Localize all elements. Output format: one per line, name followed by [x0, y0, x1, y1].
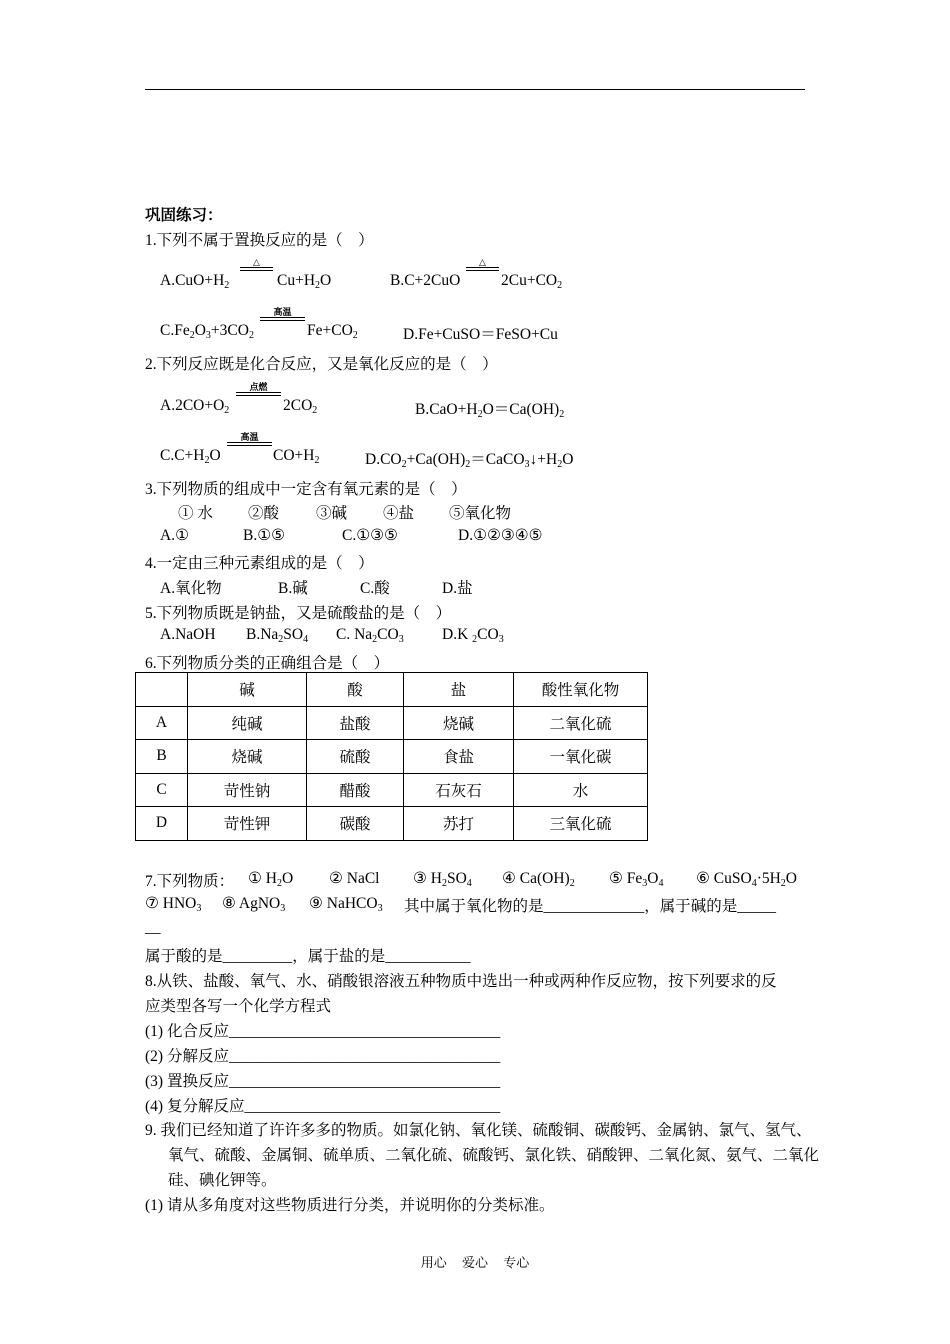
table-cell: 苛性钾 [188, 807, 307, 841]
q1-option-c-lhs: $C.Fe_2O_3+3CO_2$ [160, 322, 254, 341]
table-header-cell: 酸性氧化物 [514, 673, 648, 707]
q2-a-condition: 点燃 [236, 382, 281, 396]
q7-item: ⑧ AgNO$_3$ [222, 895, 286, 914]
classification-table [135, 672, 648, 841]
q1-c-condition: 高温 [260, 307, 305, 321]
q7-item: ⑥ $CuSO_4\cdot 5H_2O$ [696, 870, 797, 889]
q5-option-b: $B.Na_2SO_4$ [246, 626, 309, 645]
q2-option-a-lhs: $A.2CO+O_2$ [160, 397, 230, 416]
q3-item: ① 水 [178, 505, 213, 522]
q1-option-a-rhs: $Cu+H_2O$ [277, 272, 332, 291]
q3-option: A.① [160, 527, 189, 544]
footer-text: 用心 [420, 1255, 447, 1270]
q7-item: ① $H_2O$ [248, 870, 294, 889]
footer-text: 专心 [503, 1255, 530, 1270]
q3-item: ④盐 [383, 505, 415, 522]
table-row [136, 740, 648, 774]
q7-blank-text: 其中属于氧化物的是_____________，属于碱的是_____ [404, 898, 777, 915]
table-row [136, 773, 648, 807]
q7-blank-text: 属于酸的是_________，属于盐的是___________ [145, 948, 471, 965]
table-row [136, 807, 648, 841]
q8-stem: 应类型各写一个化学方程式 [145, 998, 332, 1015]
q2-option-c-lhs: $C.C+H_2O$ [160, 447, 221, 466]
q7-item: ⑦ $HNO_3$ [145, 895, 202, 914]
q3-item: ②酸 [248, 505, 280, 522]
table-cell: 盐酸 [307, 706, 404, 740]
q7-blank-continuation: __ [145, 919, 161, 936]
table-cell: B [136, 740, 188, 774]
q1-b-condition: △ [466, 257, 499, 271]
q8-item: (2) 分解反应___________________________________ [145, 1048, 501, 1065]
q5-stem: 5.下列物质既是钠盐，又是硫酸盐的是（ ） [145, 605, 452, 622]
q9-stem: 硅、碘化钾等。 [168, 1172, 277, 1189]
q9-subquestion: (1) 请从多角度对这些物质进行分类，并说明你的分类标准。 [145, 1197, 555, 1214]
page-footer [0, 1252, 950, 1271]
q8-item: (4) 复分解反应_________________________________ [145, 1098, 501, 1115]
table-header-cell: 酸 [307, 673, 404, 707]
q5-option-a: A.NaOH [160, 626, 216, 643]
table-cell: 二氧化硫 [514, 706, 648, 740]
table-cell: 硫酸 [307, 740, 404, 774]
q3-stem: 3.下列物质的组成中一定含有氧元素的是（ ） [145, 481, 467, 498]
q1-stem: 1.下列不属于置换反应的是（ ） [145, 232, 374, 249]
table-header-cell [136, 673, 188, 707]
q1-option-a-lhs: $A.CuO+H_2$ [160, 272, 230, 291]
q2-option-c-rhs: $CO+H_2$ [273, 447, 320, 466]
q8-item: (1) 化合反应___________________________________ [145, 1023, 501, 1040]
q3-item: ⑤氧化物 [449, 505, 512, 522]
q2-option-a-rhs: $2CO_2$ [283, 397, 318, 416]
q3-option: C.①③⑤ [342, 527, 398, 544]
table-cell: 碳酸 [307, 807, 404, 841]
section-title: 巩固练习： [145, 207, 223, 224]
q7-item: ② NaCl [329, 870, 380, 887]
q5-option-d: D.K $_2CO_3$ [442, 626, 504, 645]
table-cell: 烧碱 [188, 740, 307, 774]
q5-option-c: C. $Na_2CO_3$ [336, 626, 404, 645]
q1-option-d: D.Fe+CuSO＝FeSO+Cu [403, 326, 558, 343]
q2-stem: 2.下列反应既是化合反应，又是氧化反应的是（ ） [145, 356, 498, 373]
table-cell: D [136, 807, 188, 841]
header-rule [145, 89, 805, 90]
table-header-row [136, 673, 648, 707]
table-cell: 三氧化硫 [514, 807, 648, 841]
q1-option-b-rhs: $2Cu+CO_2$ [501, 272, 563, 291]
q4-stem: 4.一定由三种元素组成的是（ ） [145, 555, 374, 572]
table-cell: C [136, 773, 188, 807]
q1-a-condition: △ [240, 257, 273, 271]
q4-option: D.盐 [442, 580, 473, 597]
table-cell: 食盐 [404, 740, 514, 774]
q2-option-d: $D.CO_2+Ca(OH)_2=CaCO_3↓+H_2O$ [365, 451, 574, 470]
table-cell: 醋酸 [307, 773, 404, 807]
table-header-cell: 碱 [188, 673, 307, 707]
table-cell: A [136, 706, 188, 740]
q8-stem: 8.从铁、盐酸、氧气、水、硝酸银溶液五种物质中选出一种或两种作反应物，按下列要求的反 [145, 973, 777, 990]
q1-option-c-rhs: $Fe+CO_2$ [307, 322, 358, 341]
q1-option-b-lhs: B.C+2CuO [390, 272, 461, 289]
q9-stem: 9. 我们已经知道了许许多多的物质。如氯化钠、氧化镁、硫酸铜、碳酸钙、金属钠、氯气、氢气、 [145, 1122, 812, 1139]
q8-item: (3) 置换反应___________________________________ [145, 1073, 501, 1090]
table-cell: 纯碱 [188, 706, 307, 740]
q4-option: B.碱 [278, 580, 308, 597]
q7-item: ⑨ NaHCO$_3$ [309, 895, 383, 914]
q7-item: ⑤ $Fe_3O_4$ [609, 870, 664, 889]
q4-option: C.酸 [360, 580, 390, 597]
q7-item: ③ $H_2SO_4$ [413, 870, 472, 889]
q2-option-b: $B.CaO+H_2O=Ca(OH)_2$ [415, 401, 565, 420]
q3-option: D.①②③④⑤ [458, 527, 543, 544]
table-cell: 一氧化碳 [514, 740, 648, 774]
q3-option: B.①⑤ [243, 527, 286, 544]
q2-c-condition: 高温 [227, 432, 272, 446]
q7-stem: 7.下列物质： [145, 873, 235, 890]
q4-option: A.氧化物 [160, 580, 222, 597]
q3-item: ③碱 [316, 505, 348, 522]
table-cell: 水 [514, 773, 648, 807]
table-cell: 苏打 [404, 807, 514, 841]
table-header-cell: 盐 [404, 673, 514, 707]
q9-stem: 氧气、硫酸、金属铜、硫单质、二氧化硫、硫酸钙、氯化铁、硝酸钾、二氧化氮、氨气、二氧化 [168, 1147, 820, 1164]
table-cell: 烧碱 [404, 706, 514, 740]
q6-stem: 6.下列物质分类的正确组合是（ ） [145, 655, 390, 672]
table-row [136, 706, 648, 740]
footer-text: 爱心 [461, 1255, 488, 1270]
q7-item: ④ $Ca(OH)_2$ [502, 870, 575, 889]
table-cell: 石灰石 [404, 773, 514, 807]
table-cell: 苛性钠 [188, 773, 307, 807]
